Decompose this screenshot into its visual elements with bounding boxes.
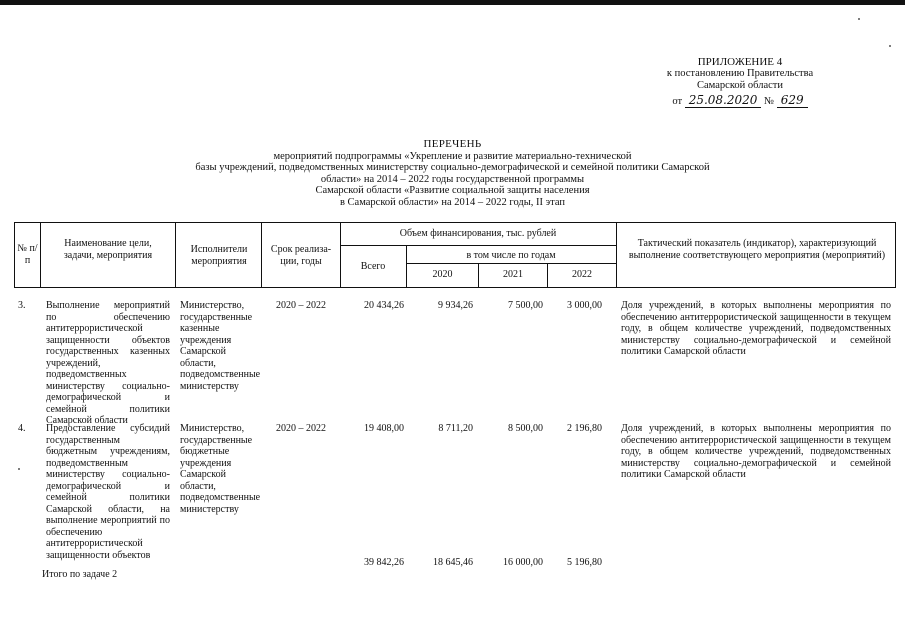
title-line: Самарской области «Развитие социальной защиты населения <box>315 185 590 197</box>
total-label: Итого по задаче 2 <box>42 569 118 580</box>
header-indicator: Тактический показатель (индикатор), характеризующий выполнение соответствующего мероприятия (мероприятий) <box>628 238 886 261</box>
row-year-2020: 9 934,26 <box>438 300 473 311</box>
total-year-2021: 16 000,00 <box>503 557 543 568</box>
header-term: Срок реализа-ции, годы <box>270 244 332 267</box>
annex-block <box>645 56 835 108</box>
row-term: 2020 – 2022 <box>276 423 326 434</box>
header-by-years: в том числе по годам <box>466 250 556 261</box>
row-year-2022: 2 196,80 <box>567 423 602 434</box>
row-total: 20 434,26 <box>364 300 404 311</box>
header-year-2022: 2022 <box>572 269 592 280</box>
title-line: в Самарской области» на 2014 – 2022 годы, II этап <box>339 196 566 208</box>
header-year-2020: 2020 <box>432 269 453 280</box>
title-line: мероприятий подпрограммы «Укрепление и развитие материально-технической <box>273 150 632 162</box>
total-year-2022: 5 196,80 <box>567 557 602 568</box>
title-line: базы учреждений, подведомственных министерству социально-демографической и семейной политики Самарской <box>195 162 710 174</box>
total-sum: 39 842,26 <box>364 557 404 568</box>
row-executors: Министерство, государственные бюджетные учреждения Самарской области, подведомственные министерству <box>180 423 261 515</box>
annex-number-prefix: № <box>764 96 775 107</box>
total-year-2020: 18 645,46 <box>433 557 473 568</box>
title-line: области» на 2014 – 2022 годы государственной программы <box>320 173 585 185</box>
header-executors: Исполнители мероприятия <box>190 244 248 267</box>
row-name: Предоставление субсидий государственным бюджетным учреждениям, подведомственным министерству социально-демографической и семейной политики Самарской области, на выполнение мероприятий по обеспечению антитеррористической защищенности объектов <box>46 423 170 561</box>
annex-date-prefix: от <box>672 96 683 107</box>
row-name: Выполнение мероприятий по обеспечению антитеррористической защищенности объектов государственных казенных учреждений, подведомственных министерству социально-демографической и семейной политики Самарской области <box>46 300 170 426</box>
header-total: Всего <box>360 261 386 272</box>
row-indicator: Доля учреждений, в которых выполнены мероприятия по обеспечению антитеррористической защищенности в текущем году, в общем количестве учреждений, подведомственных министерству социально-демографической и семейной политики Самарской области <box>621 423 891 480</box>
scan-speck <box>889 45 891 47</box>
row-year-2021: 8 500,00 <box>508 423 543 434</box>
row-number: 4. <box>18 423 26 434</box>
annex-date-line <box>645 94 835 108</box>
header-name: Наименование цели, задачи, мероприятия <box>63 238 153 261</box>
annex-line-1: к постановлению Правительства <box>666 68 814 79</box>
row-executors: Министерство, государственные казенные учреждения Самарской области, подведомственные министерству <box>180 300 261 392</box>
document-title <box>150 139 755 209</box>
row-indicator: Доля учреждений, в которых выполнены мероприятия по обеспечению антитеррористической защищенности в текущем году, в общем количестве учреждений, подведомственных министерству социально-демографической и семейной политики Самарской области <box>621 300 891 357</box>
annex-number-handwritten: 629 <box>777 93 808 108</box>
row-term: 2020 – 2022 <box>276 300 326 311</box>
row-number: 3. <box>18 300 26 311</box>
header-funding: Объем финансирования, тыс. рублей <box>399 228 557 239</box>
scan-speck <box>18 468 20 470</box>
annex-header: ПРИЛОЖЕНИЕ 4 <box>697 56 783 68</box>
row-year-2022: 3 000,00 <box>567 300 602 311</box>
annex-line-2: Самарской области <box>697 80 783 91</box>
annex-date-handwritten: 25.08.2020 <box>685 93 762 108</box>
scan-top-border <box>0 0 905 5</box>
title-heading: ПЕРЕЧЕНЬ <box>423 138 482 150</box>
header-number: № п/п <box>17 243 38 266</box>
row-year-2021: 7 500,00 <box>508 300 543 311</box>
header-year-2021: 2021 <box>503 269 523 280</box>
scan-speck <box>858 18 860 20</box>
row-year-2020: 8 711,20 <box>438 423 473 434</box>
row-total: 19 408,00 <box>364 423 404 434</box>
